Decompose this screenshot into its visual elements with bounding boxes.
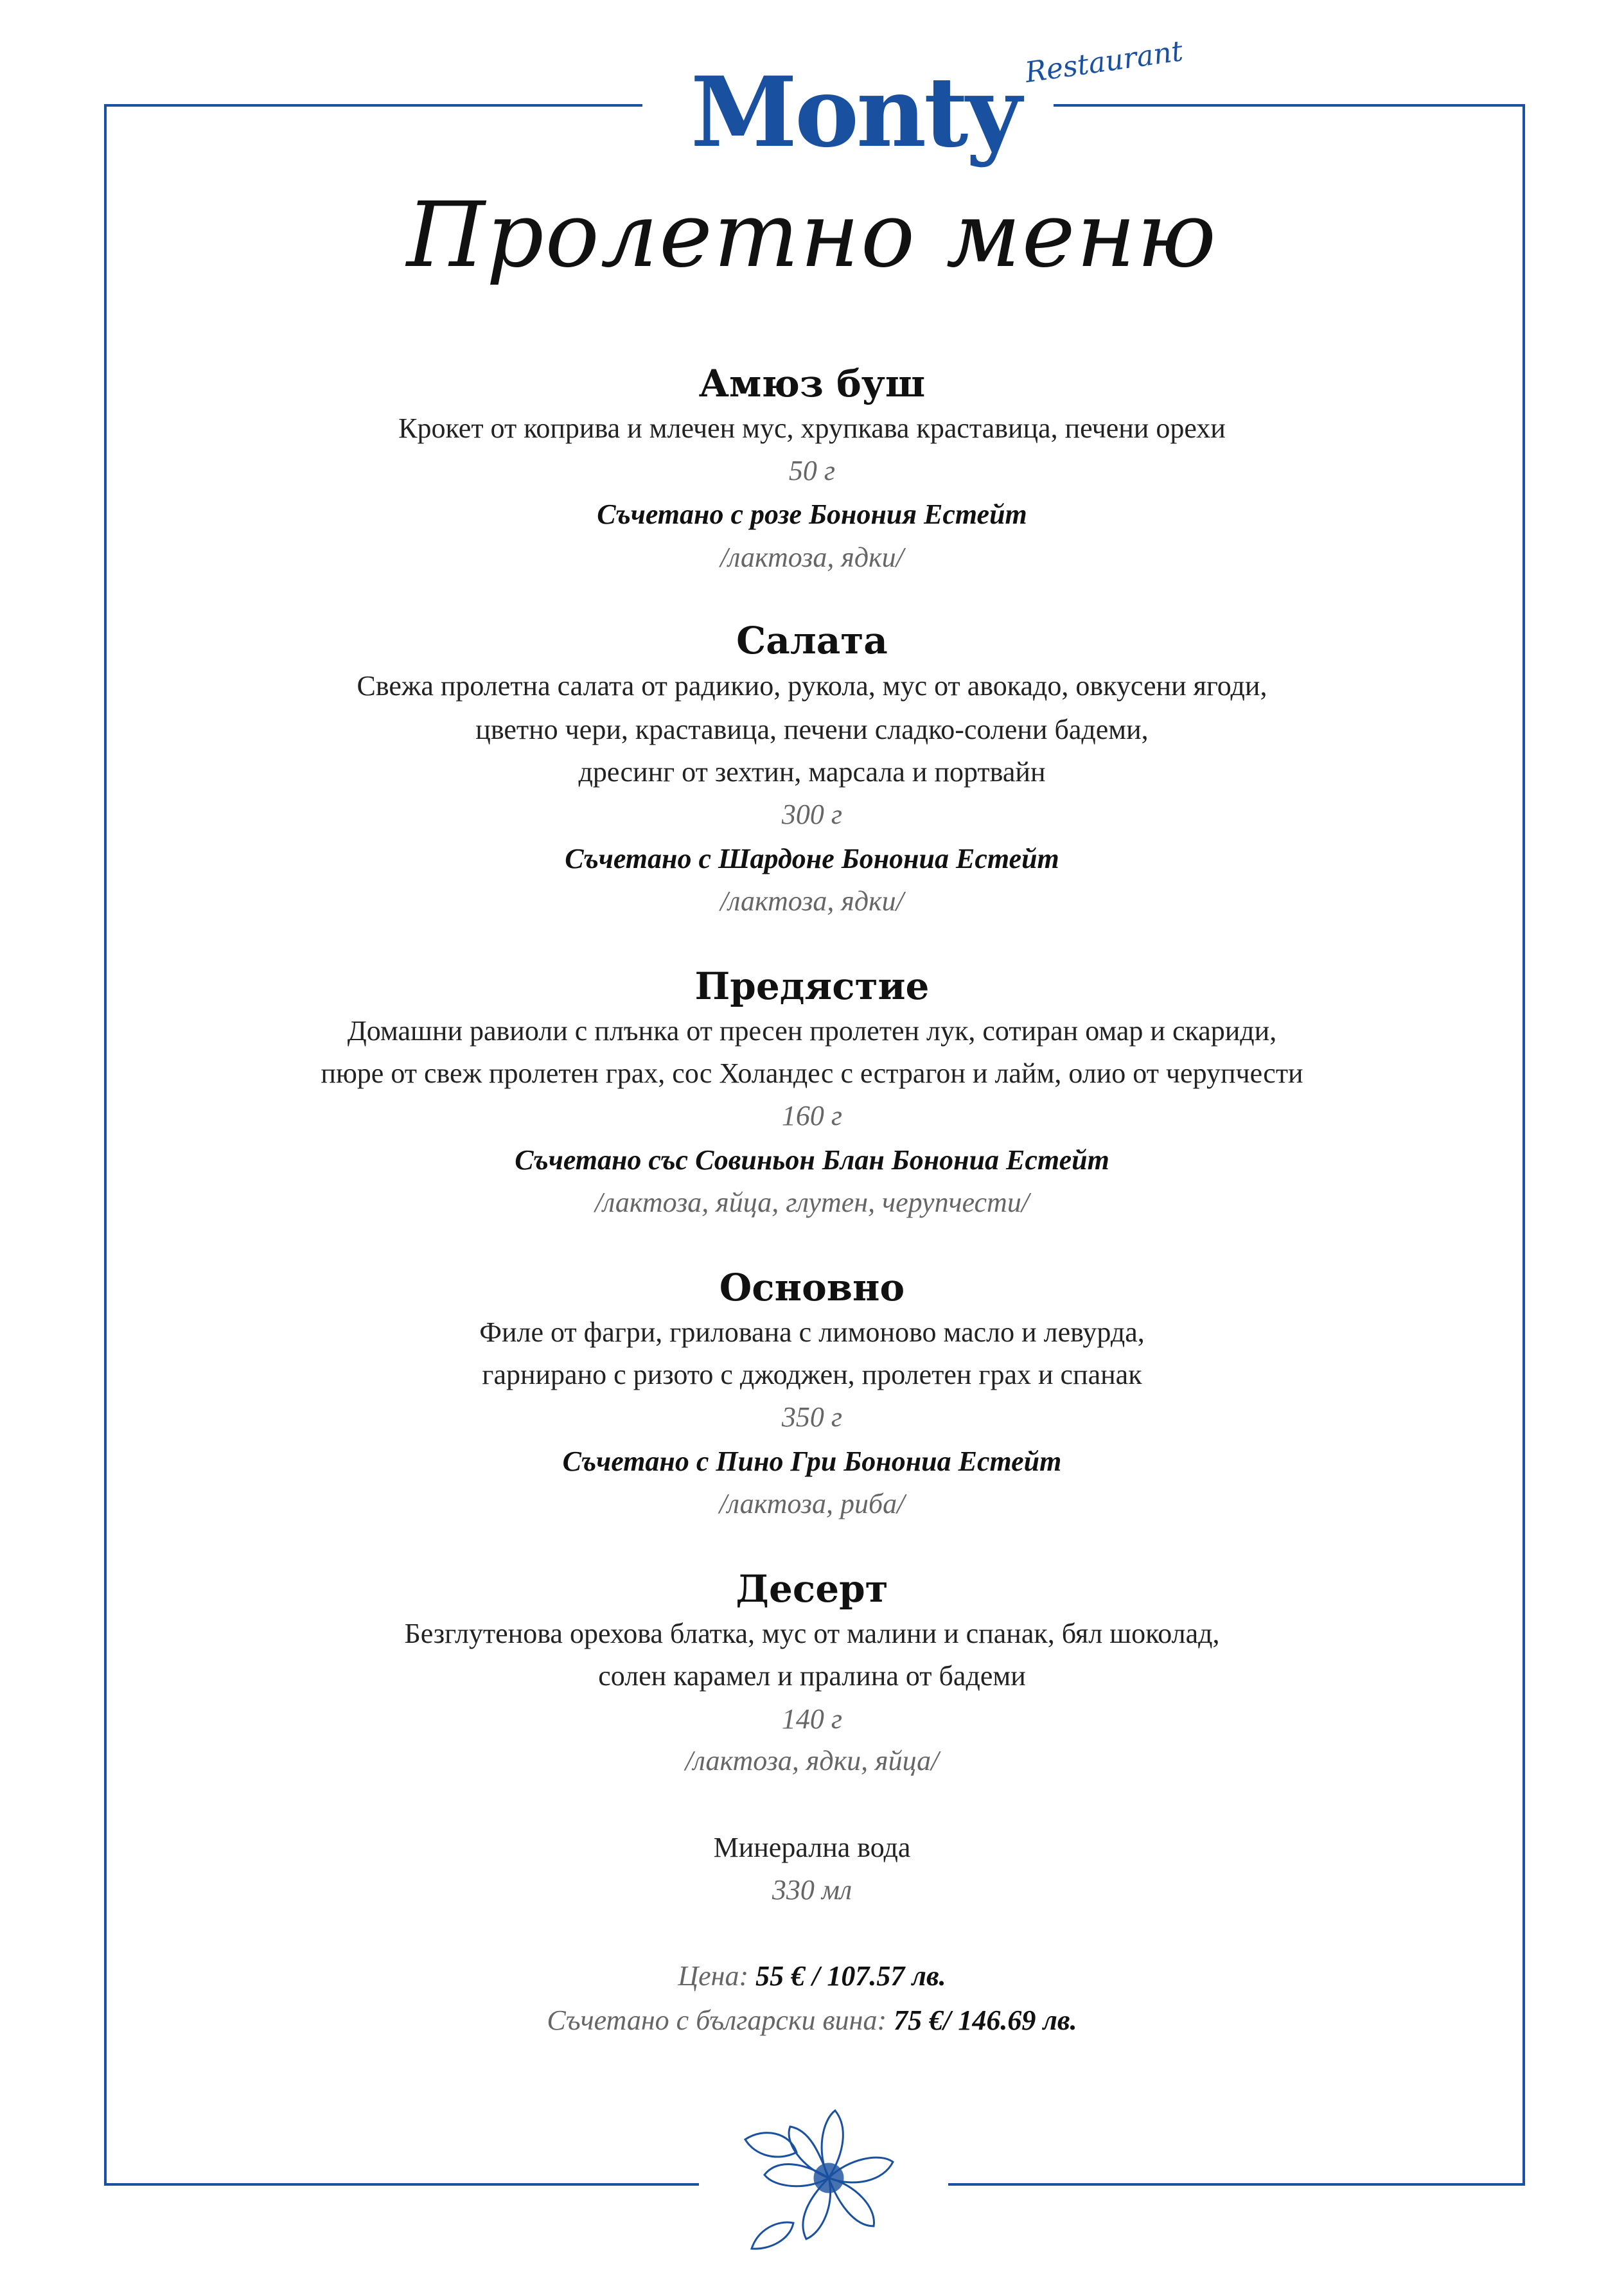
- price-label: Цена:: [678, 1960, 749, 1992]
- pairing-price-value: 75 €/ 146.69 лв.: [894, 2005, 1077, 2036]
- course-heading: Предястие: [694, 964, 930, 1008]
- logo-name: Monty: [691, 56, 1019, 169]
- course-heading: Десерт: [736, 1567, 888, 1611]
- course-weight: 300 г: [781, 799, 843, 830]
- price-line: [0, 1954, 1624, 1998]
- course-description: солен карамел и пралина от бадеми: [598, 1660, 1026, 1692]
- course-weight: 140 г: [781, 1703, 843, 1735]
- price-value: 55 € / 107.57 лв.: [755, 1960, 946, 1992]
- course-description: Безглутенова орехова блатка, мус от малини и спанак, бял шоколад,: [404, 1618, 1220, 1649]
- course-description: гарнирано с ризото с джоджен, пролетен грах и спанак: [482, 1359, 1142, 1390]
- course-description: Крокет от коприва и млечен мус, хрупкава краставица, печени орехи: [398, 412, 1226, 444]
- wine-pairing: Съчетано с розе Бонония Естейт: [597, 499, 1027, 530]
- allergens: /лактоза, яйца, глутен, черупчести/: [594, 1187, 1030, 1218]
- allergens: /лактоза, риба/: [719, 1488, 905, 1519]
- wine-pairing: Съчетано с Пино Гри Бонониа Естейт: [562, 1446, 1062, 1477]
- allergens: /лактоза, ядки/: [720, 542, 904, 573]
- course-heading: Основно: [719, 1266, 905, 1309]
- course-weight: 350 г: [781, 1401, 843, 1433]
- pairing-price-line: [0, 1999, 1624, 2042]
- course-description: Свежа пролетна салата от радикио, рукола, мус от авокадо, овкусени ягоди,: [357, 670, 1267, 702]
- course-heading: Салата: [736, 619, 888, 662]
- logo-tagline: Restaurant: [1023, 35, 1185, 89]
- flower-icon: [732, 2101, 899, 2255]
- course-weight: 50 г: [788, 455, 836, 486]
- course-heading: Амюз буш: [698, 362, 926, 405]
- pairing-price-label: Съчетано с български вина:: [547, 2005, 887, 2036]
- course-weight: 160 г: [781, 1100, 843, 1131]
- water-volume: 330 мл: [772, 1874, 852, 1906]
- course-description: дресинг от зехтин, марсала и портвайн: [578, 756, 1046, 788]
- restaurant-logo: [691, 35, 1205, 173]
- wine-pairing: Съчетано със Совиньон Блан Бонониа Естейт: [515, 1144, 1109, 1176]
- allergens: /лактоза, ядки, яйца/: [685, 1745, 939, 1776]
- course-description: цветно чери, краставица, печени сладко-солени бадеми,: [475, 714, 1149, 745]
- water-item: Минерална вода: [713, 1832, 911, 1863]
- course-description: Домашни равиоли с плънка от пресен пролетен лук, сотиран омар и скариди,: [347, 1015, 1277, 1047]
- course-description: Филе от фагри, грилована с лимоново масло и левурда,: [479, 1316, 1145, 1348]
- menu-title: Пролетно меню: [406, 183, 1218, 288]
- course-description: пюре от свеж пролетен грах, сос Холандес с естрагон и лайм, олио от черупчести: [321, 1058, 1303, 1089]
- allergens: /лактоза, ядки/: [720, 885, 904, 917]
- wine-pairing: Съчетано с Шардоне Бонониа Естейт: [565, 843, 1059, 874]
